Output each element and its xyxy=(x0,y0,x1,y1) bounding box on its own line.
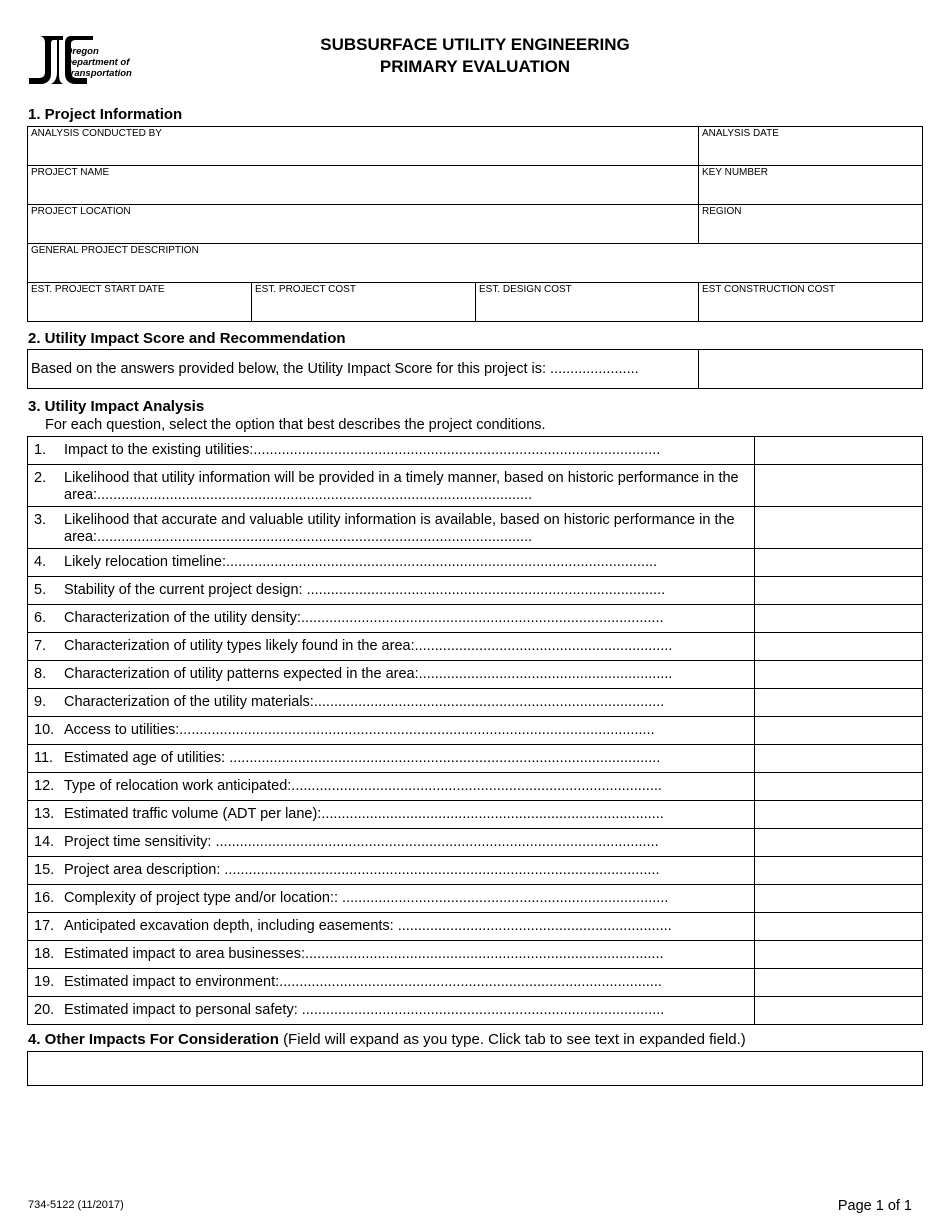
question-text: Likelihood that utility information will be provided in a timely manner, based on historic performance in the area:............................................................................................................ xyxy=(64,470,739,503)
description-field[interactable]: GENERAL PROJECT DESCRIPTION xyxy=(28,244,923,283)
question-text: Estimated impact to environment:............................................................................................... xyxy=(64,974,662,990)
question-number: 19. xyxy=(34,974,55,990)
question-text-cell xyxy=(28,577,755,605)
answer-select[interactable] xyxy=(755,941,923,969)
question-text-cell xyxy=(28,997,755,1025)
question-number: 10. xyxy=(34,722,55,738)
answer-select[interactable] xyxy=(755,801,923,829)
question-text-cell xyxy=(28,633,755,661)
question-text-cell xyxy=(28,745,755,773)
score-table xyxy=(27,349,923,389)
question-text: Estimated impact to personal safety: .......................................................................................... xyxy=(64,1002,665,1018)
question-text: Estimated traffic volume (ADT per lane):..................................................................................... xyxy=(64,806,664,822)
question-text: Characterization of the utility density:.......................................................................................... xyxy=(64,610,664,626)
question-number: 7. xyxy=(34,638,47,654)
question-text: Estimated impact to area businesses:......................................................................................... xyxy=(64,946,664,962)
question-row xyxy=(28,997,923,1025)
question-row xyxy=(28,885,923,913)
project-cost-field[interactable]: EST. PROJECT COST xyxy=(252,283,476,322)
question-text-cell xyxy=(28,801,755,829)
key-number-field[interactable]: KEY NUMBER xyxy=(699,166,923,205)
question-text-cell xyxy=(28,773,755,801)
question-text-cell xyxy=(28,549,755,577)
question-row xyxy=(28,941,923,969)
answer-select[interactable] xyxy=(755,773,923,801)
question-number: 2. xyxy=(34,470,47,486)
question-row xyxy=(28,661,923,689)
question-text-cell xyxy=(28,465,755,507)
question-row xyxy=(28,717,923,745)
question-text: Likelihood that accurate and valuable utility information is available, based on historic performance in the area:............................................................................................................ xyxy=(64,512,735,545)
other-impacts-table xyxy=(27,1051,923,1086)
project-info-table xyxy=(27,126,923,322)
question-number: 11. xyxy=(34,750,54,766)
answer-select[interactable] xyxy=(755,577,923,605)
question-number: 16. xyxy=(34,890,55,906)
question-text-cell xyxy=(28,885,755,913)
question-row xyxy=(28,577,923,605)
question-row xyxy=(28,689,923,717)
question-text-cell xyxy=(28,689,755,717)
question-text: Stability of the current project design: ......................................................................................... xyxy=(64,582,666,598)
form-number: 734-5122 (11/2017) xyxy=(28,1199,124,1211)
answer-select[interactable] xyxy=(755,997,923,1025)
question-number: 3. xyxy=(34,512,47,528)
questions-table xyxy=(27,436,923,1025)
design-cost-field[interactable]: EST. DESIGN COST xyxy=(476,283,699,322)
question-row xyxy=(28,745,923,773)
score-text: Based on the answers provided below, the Utility Impact Score for this project is: ...................... xyxy=(28,350,699,389)
question-number: 6. xyxy=(34,610,47,626)
question-number: 15. xyxy=(34,862,55,878)
answer-select[interactable] xyxy=(755,465,923,507)
answer-select[interactable] xyxy=(755,857,923,885)
question-text: Access to utilities:...................................................................................................................... xyxy=(64,722,655,738)
question-text-cell xyxy=(28,829,755,857)
question-text: Estimated age of utilities: ........................................................................................................... xyxy=(64,750,661,766)
section1-heading: 1. Project Information xyxy=(28,106,183,123)
question-number: 17. xyxy=(34,918,55,934)
answer-select[interactable] xyxy=(755,717,923,745)
answer-select[interactable] xyxy=(755,745,923,773)
question-text: Characterization of utility patterns expected in the area:............................................................... xyxy=(64,666,673,682)
answer-select[interactable] xyxy=(755,913,923,941)
question-number: 5. xyxy=(34,582,47,598)
question-text: Project area description: ............................................................................................................ xyxy=(64,862,660,878)
question-text-cell xyxy=(28,661,755,689)
question-text: Anticipated excavation depth, including easements: .................................................................... xyxy=(64,918,672,934)
answer-select[interactable] xyxy=(755,549,923,577)
question-row xyxy=(28,507,923,549)
question-text-cell xyxy=(28,507,755,549)
answer-select[interactable] xyxy=(755,507,923,549)
question-number: 18. xyxy=(34,946,55,962)
question-text-cell xyxy=(28,437,755,465)
section3-heading: 3. Utility Impact Analysis xyxy=(28,398,205,415)
form-title: SUBSURFACE UTILITY ENGINEERING PRIMARY EVALUATION xyxy=(320,35,630,76)
region-field[interactable]: REGION xyxy=(699,205,923,244)
section3-instruction: For each question, select the option that best describes the project conditions. xyxy=(45,417,546,433)
section2-heading: 2. Utility Impact Score and Recommendation xyxy=(28,330,346,347)
question-row xyxy=(28,969,923,997)
project-name-field[interactable]: PROJECT NAME xyxy=(28,166,699,205)
score-value-field[interactable] xyxy=(699,350,923,389)
answer-select[interactable] xyxy=(755,885,923,913)
question-text: Type of relocation work anticipated:............................................................................................ xyxy=(64,778,662,794)
question-number: 4. xyxy=(34,554,47,570)
analysis-date-field[interactable]: ANALYSIS DATE xyxy=(699,127,923,166)
question-text: Complexity of project type and/or location:: ................................................................................. xyxy=(64,890,669,906)
question-text-cell xyxy=(28,717,755,745)
question-text-cell xyxy=(28,857,755,885)
construction-cost-field[interactable]: EST CONSTRUCTION COST xyxy=(699,283,923,322)
question-text-cell xyxy=(28,969,755,997)
question-number: 12. xyxy=(34,778,55,794)
answer-select[interactable] xyxy=(755,661,923,689)
question-text: Characterization of the utility materials:....................................................................................... xyxy=(64,694,665,710)
question-number: 14. xyxy=(34,834,55,850)
answer-select[interactable] xyxy=(755,633,923,661)
question-row xyxy=(28,829,923,857)
start-date-field[interactable]: EST. PROJECT START DATE xyxy=(28,283,252,322)
question-row xyxy=(28,913,923,941)
question-text: Characterization of utility types likely found in the area:................................................................ xyxy=(64,638,673,654)
question-row xyxy=(28,857,923,885)
project-location-field[interactable]: PROJECT LOCATION xyxy=(28,205,699,244)
logo-text: Oregon Department of Transportation xyxy=(65,46,132,79)
question-row xyxy=(28,465,923,507)
question-number: 1. xyxy=(34,442,47,458)
answer-select[interactable] xyxy=(755,689,923,717)
question-row xyxy=(28,549,923,577)
question-text-cell xyxy=(28,941,755,969)
answer-select[interactable] xyxy=(755,605,923,633)
analysis-by-field[interactable]: ANALYSIS CONDUCTED BY xyxy=(28,127,699,166)
question-text-cell xyxy=(28,913,755,941)
answer-select[interactable] xyxy=(755,437,923,465)
question-number: 13. xyxy=(34,806,55,822)
question-row xyxy=(28,801,923,829)
question-number: 20. xyxy=(34,1002,55,1018)
question-number: 8. xyxy=(34,666,47,682)
question-row xyxy=(28,773,923,801)
question-text-cell xyxy=(28,605,755,633)
section4-heading: 4. Other Impacts For Consideration (Field will expand as you type. Click tab to see text in expanded field.) xyxy=(28,1031,746,1048)
question-row xyxy=(28,605,923,633)
question-text: Likely relocation timeline:........................................................................................................... xyxy=(64,554,658,570)
page-number: Page 1 of 1 xyxy=(837,1198,912,1214)
answer-select[interactable] xyxy=(755,969,923,997)
question-text: Impact to the existing utilities:..................................................................................................... xyxy=(64,442,661,458)
other-impacts-field[interactable] xyxy=(28,1052,923,1086)
question-number: 9. xyxy=(34,694,47,710)
answer-select[interactable] xyxy=(755,829,923,857)
question-row xyxy=(28,437,923,465)
question-text: Project time sensitivity: .............................................................................................................. xyxy=(64,834,659,850)
question-row xyxy=(28,633,923,661)
